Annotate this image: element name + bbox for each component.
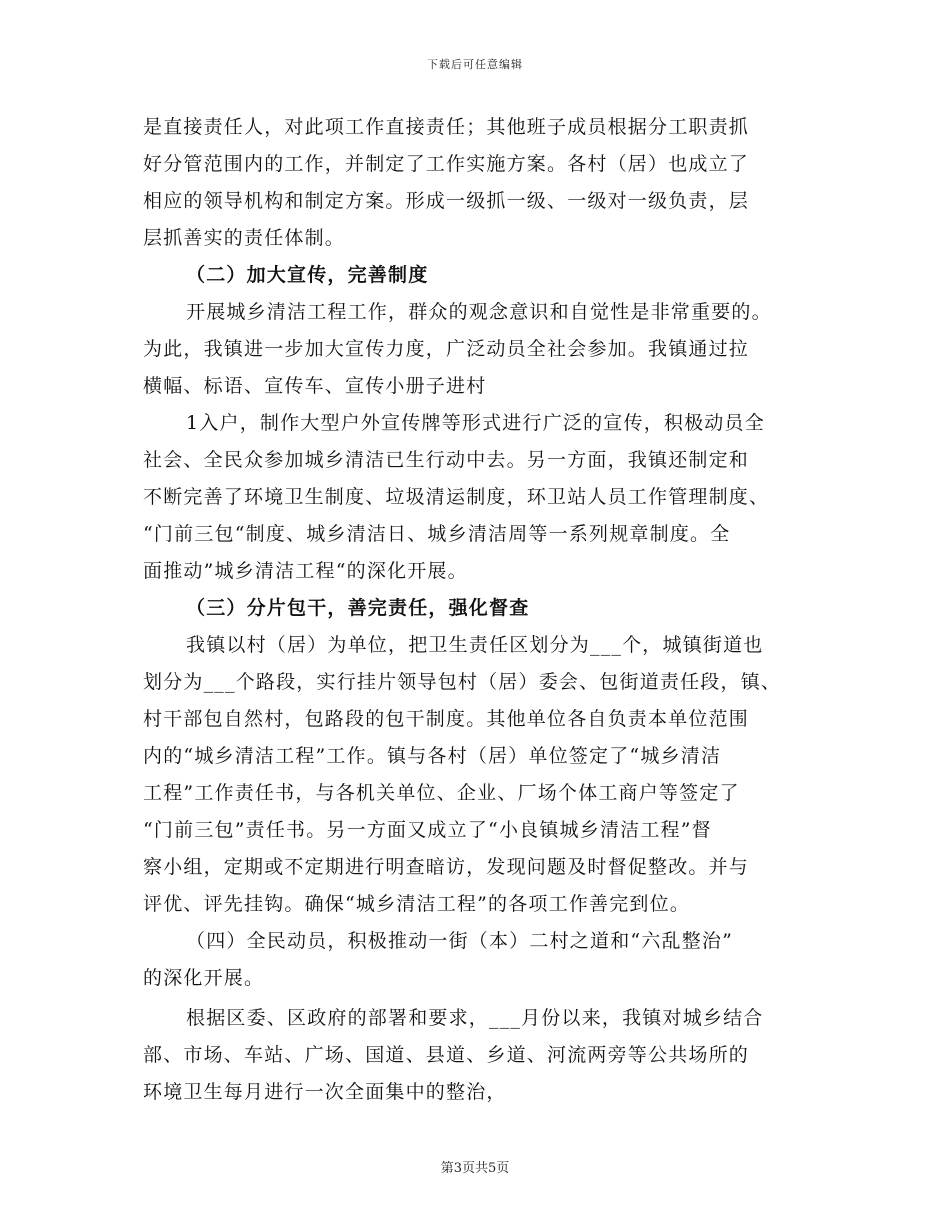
page-header: 下载后可任意编辑	[427, 58, 523, 71]
text-line: 开展城乡清洁工程工作，群众的观念意识和自觉性是非常重要的。	[186, 301, 772, 323]
text-line: 不断完善了环境卫生制度、垃圾清运制度，环卫站人员工作管理制度、	[143, 486, 770, 508]
text-line: 层抓善实的责任体制。	[143, 227, 346, 249]
text-line: 环境卫生每月进行一次全面集中的整治，	[143, 1081, 507, 1103]
text-line: 面推动”城乡清洁工程“的深化开展。	[143, 560, 468, 582]
text-line: 社会、全民众参加城乡清洁已生行动中去。另一方面，我镇还制定和	[143, 449, 750, 471]
text-line: 根据区委、区政府的部署和要求，___月份以来，我镇对城乡结合	[186, 1007, 764, 1029]
text-line: 内的“城乡清洁工程”工作。镇与各村（居）单位签定了“城乡清洁	[143, 745, 722, 767]
text-line: 为此，我镇进一步加大宣传力度，广泛动员全社会参加。我镇通过拉	[143, 338, 750, 360]
text-line: 我镇以村（居）为单位，把卫生责任区划分为___个，城镇街道也	[186, 634, 764, 656]
text-line: “门前三包”责任书。另一方面又成立了“小良镇城乡清洁工程”督	[143, 819, 712, 841]
text-line: 相应的领导机构和制定方案。形成一级抓一级、一级对一级负责，层	[143, 190, 750, 212]
text-line: 是直接责任人，对此项工作直接责任；其他班子成员根据分工职责抓	[143, 116, 750, 138]
text-line: 好分管范围内的工作，并制定了工作实施方案。各村（居）也成立了	[143, 153, 750, 175]
text-line: 村干部包自然村，包路段的包干制度。其他单位各自负责本单位范围	[143, 708, 750, 730]
text-line: 1入户，制作大型户外宣传牌等形式进行广泛的宣传，积极动员全	[186, 412, 765, 434]
text-line: 部、市场、车站、广场、国道、县道、乡道、河流两旁等公共场所的	[143, 1044, 750, 1066]
text-line: 横幅、标语、宣传车、宣传小册子进村	[143, 375, 487, 397]
text-line: “门前三包“制度、城乡清洁日、城乡清洁周等一系列规章制度。全	[143, 523, 731, 545]
text-line: 划分为___个路段，实行挂片领导包村（居）委会、包街道责任段，镇、	[143, 671, 782, 693]
text-line: 察小组，定期或不定期进行明查暗访，发现问题及时督促整改。并与	[143, 856, 750, 878]
text-line: 工程”工作责任书，与各机关单位、企业、厂场个体工商户等签定了	[143, 782, 740, 804]
text-line: 评优、评先挂钩。确保“城乡清洁工程”的各项工作善完到位。	[143, 893, 691, 915]
section-heading: （二）加大宣传，完善制度	[186, 264, 429, 286]
section-heading: （三）分片包干，善完责任，强化督查	[186, 597, 530, 619]
text-line: 的深化开展。	[143, 967, 265, 989]
page-number: 第3页共5页	[440, 1161, 510, 1176]
section-heading: （四）全民动员，积极推动一街（本）二村之道和“六乱整治”	[186, 930, 734, 952]
